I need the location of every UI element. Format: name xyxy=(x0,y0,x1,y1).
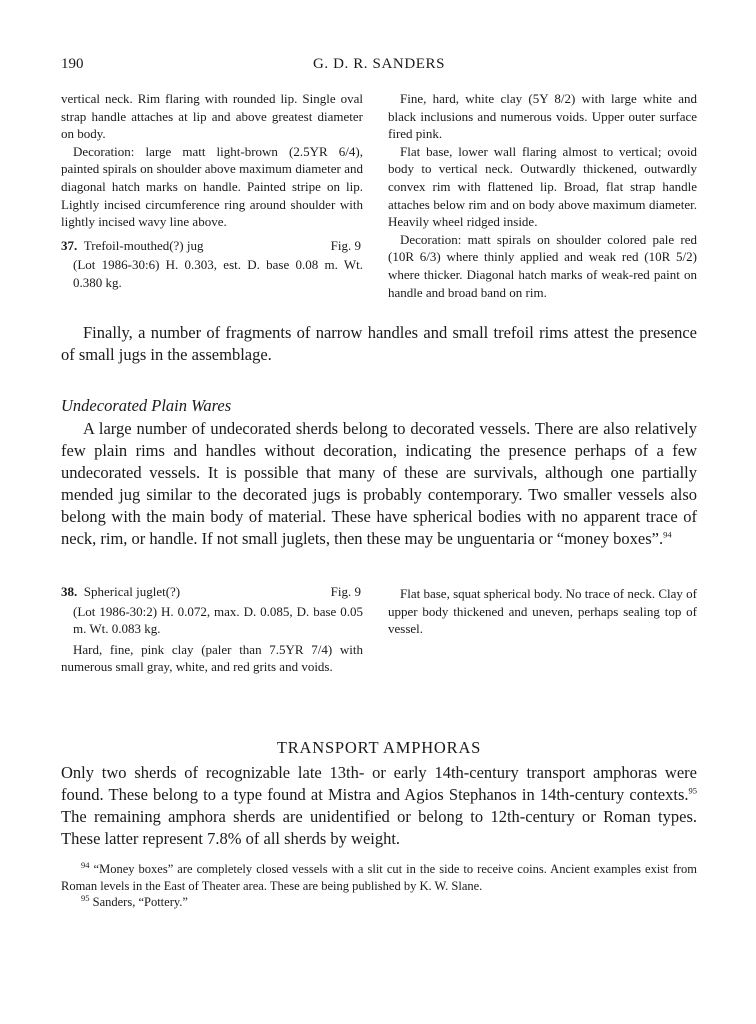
entry-title: Spherical juglet(?) xyxy=(83,584,181,599)
section-title: TRANSPORT AMPHORAS xyxy=(276,738,482,757)
entry-title: Trefoil-mouthed(?) jug xyxy=(83,237,204,253)
footnote-mark: 94 xyxy=(81,859,90,870)
catalogue-text: Hard, fine, pink clay (paler than 7.5YR 7/4) with numerous small gray, white, and red grits and voids. xyxy=(61,641,363,675)
catalogue-text: Decoration: large matt light-brown (2.5YR 6/4), painted spirals on shoulder above maximum diameter and diagonal hatch marks on handle. Painted stripe on lip. Lightly incised circumference ring around shoulder with lightly incised wavy line above. xyxy=(61,143,363,230)
catalogue-text: Flat base, squat spherical body. No trace of neck. Clay of upper body thickened and uneven, perhaps sealing top of vessel. xyxy=(388,586,697,637)
catalogue-entry-heading xyxy=(61,583,363,601)
catalogue-entry-heading xyxy=(61,237,363,255)
footnote-reference: 95 xyxy=(688,785,697,796)
footnote-reference: 94 xyxy=(663,529,672,540)
paragraph-text: A large number of undecorated sherds belong to decorated vessels. There are also relatively few plain rims and handles without decoration, indicating the presence perhaps of a few undecorated vessels. It is possible that many of these are survivals, although one partially mended jug similar to the decorated jugs is probably contemporary. Two smaller vessels also belong with the main body of material. These have spherical bodies with no apparent trace of neck, rim, or handle. If not small juglets, then these may be unguentaria or “money boxes”. xyxy=(61,419,697,548)
figure-reference: Fig. 9 xyxy=(330,584,361,599)
catalogue-right-column xyxy=(388,90,697,301)
footnote xyxy=(61,894,697,911)
paragraph-text: Finally, a number of fragments of narrow handles and small trefoil rims attest the presence of small jugs in the assemblage. xyxy=(61,323,697,364)
paragraph-text: The remaining amphora sherds are unidentified or belong to 12th-century or Roman types. These latter represent 7.8% of all sherds by weight. xyxy=(61,807,697,848)
catalogue-text: (Lot 1986-30:6) H. 0.303, est. D. base 0.08 m. Wt. 0.380 kg. xyxy=(73,257,363,290)
paragraph-text: Only two sherds of recognizable late 13th- or early 14th-century transport amphoras were found. These belong to a type found at Mistra and Agios Stephanos in 14th-century contexts. xyxy=(61,763,697,804)
catalogue-left-column xyxy=(61,90,363,292)
catalogue-text: Flat base, lower wall flaring almost to vertical; ovoid body to vertical neck. Outwardly thickened, outwardly convex rim with flattened lip. Broad, flat strap handle attaches below rim and on body above maximum diameter. Heavily wheel ridged inside. xyxy=(388,143,697,230)
entry-number: 37. xyxy=(61,237,78,253)
running-head: G. D. R. SANDERS xyxy=(312,56,446,72)
footnote-text: Sanders, “Pottery.” xyxy=(89,895,188,909)
catalogue-right-column xyxy=(388,585,697,638)
page-header xyxy=(61,56,697,76)
body-paragraph xyxy=(61,322,697,366)
page-number: 190 xyxy=(61,56,84,72)
section-subheading: Undecorated Plain Wares xyxy=(61,396,232,415)
body-paragraph xyxy=(61,418,697,550)
catalogue-left-column xyxy=(61,583,363,676)
footnote xyxy=(61,861,697,894)
catalogue-text: Decoration: matt spirals on shoulder colored pale red (10R 6/3) where thinly applied and weak red (10R 5/2) where thicker. Diagonal hatch marks of weak-red paint on handle and broad band on rim. xyxy=(388,231,697,300)
body-paragraph xyxy=(61,762,697,850)
footnotes xyxy=(61,861,697,911)
catalogue-text: vertical neck. Rim flaring with rounded lip. Single oval strap handle attaches at lip and above greatest diameter on body. xyxy=(61,91,363,142)
entry-number: 38. xyxy=(61,584,78,599)
footnote-text: “Money boxes” are completely closed vessels with a slit cut in the side to receive coins. Ancient examples exist from Roman levels in the East of Theater area. These are being published by K. W. Slane. xyxy=(61,862,697,893)
footnote-mark: 95 xyxy=(81,892,90,903)
catalogue-text: (Lot 1986-30:2) H. 0.072, max. D. 0.085, D. base 0.05 m. Wt. 0.083 kg. xyxy=(73,603,363,637)
figure-reference: Fig. 9 xyxy=(330,237,361,253)
catalogue-text: Fine, hard, white clay (5Y 8/2) with large white and black inclusions and numerous voids. Upper outer surface fired pink. xyxy=(388,91,697,142)
